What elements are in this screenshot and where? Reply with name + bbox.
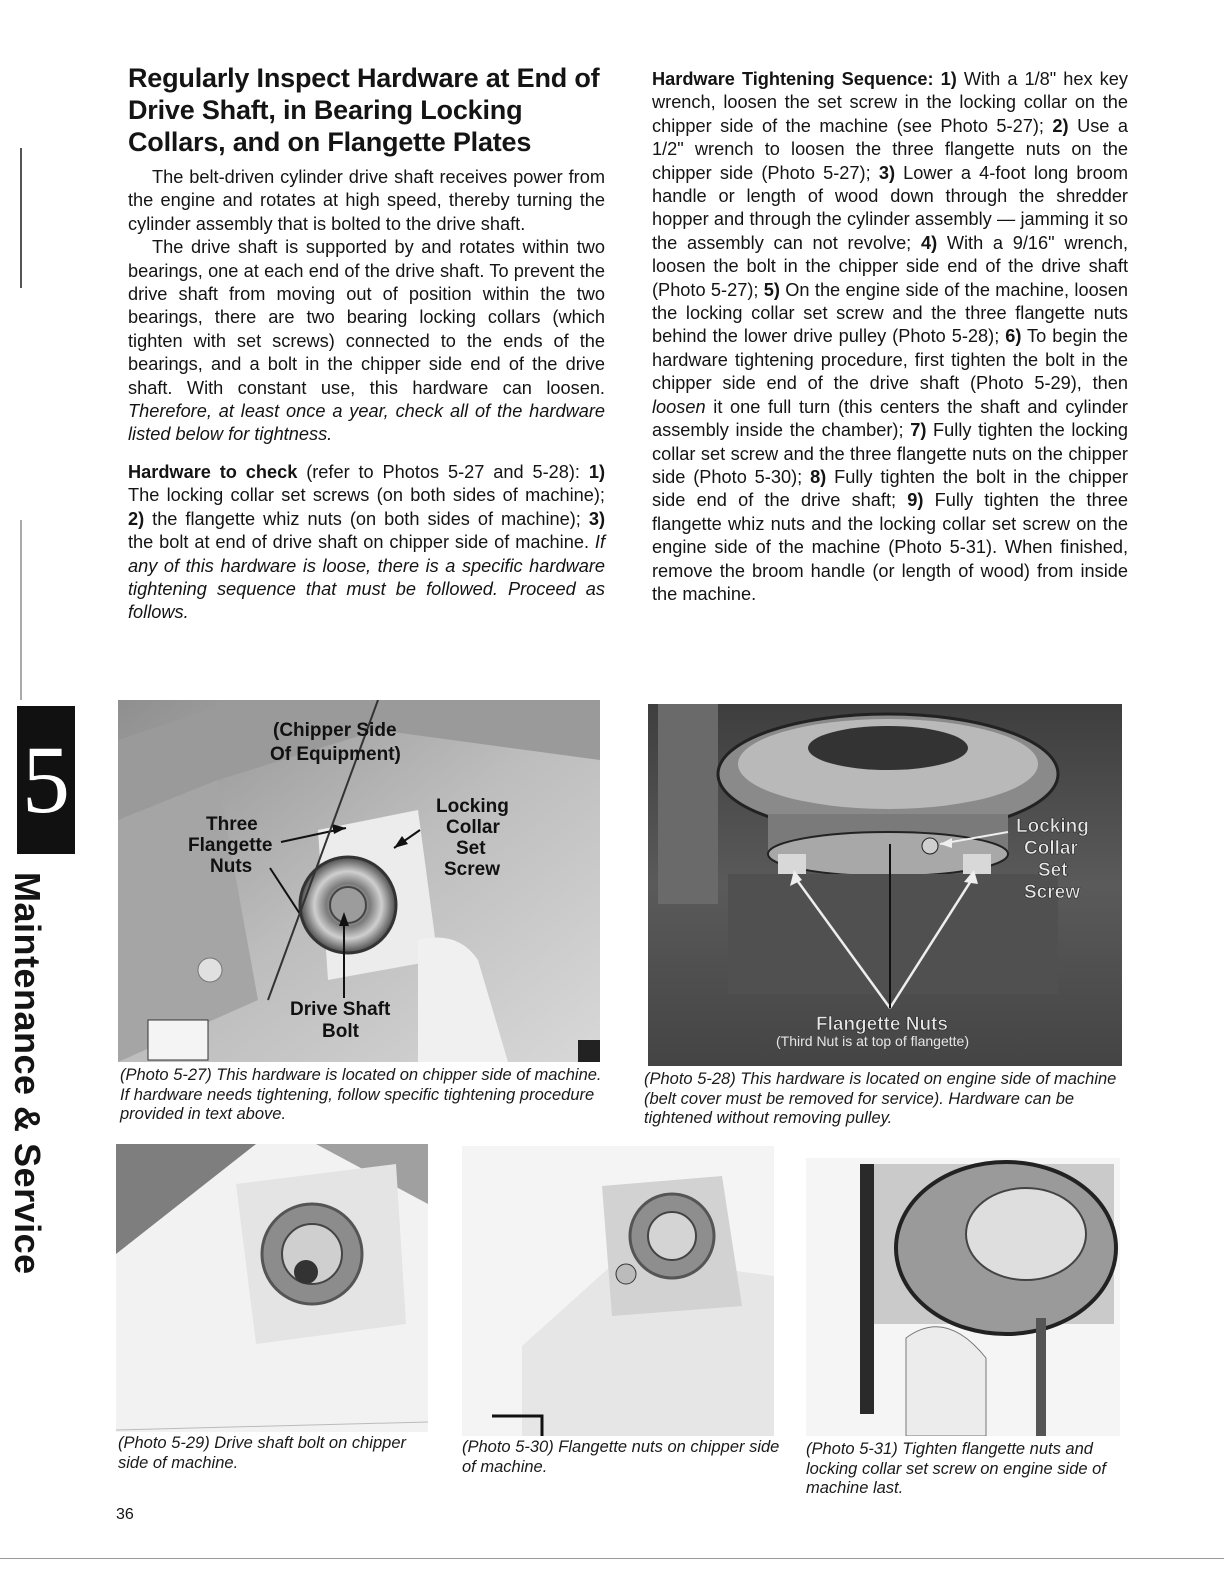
photo-5-29 — [116, 1144, 428, 1432]
step-num: 7) — [910, 420, 927, 441]
check-item-text: The locking collar set screws (on both sides of machine); — [128, 485, 605, 506]
label-screw: Screw — [444, 859, 500, 880]
tightening-sequence-paragraph — [652, 68, 1128, 606]
photo-5-31 — [806, 1158, 1120, 1436]
label-three: Three — [206, 814, 258, 835]
step-text: With a 9/16" wrench, loosen the bolt in the chipper side end of the drive shaft (Photo 5-27); — [652, 232, 1128, 300]
hardware-check-intro: (refer to Photos 5-27 and 5-28): — [297, 461, 589, 482]
label-locking-engine: Locking — [1016, 816, 1089, 837]
heading-line-2: Drive Shaft, in Bearing Locking — [128, 95, 523, 125]
check-item-num: 1) — [588, 461, 606, 482]
step-num: 1) — [940, 69, 957, 89]
hardware-check-paragraph — [128, 461, 605, 625]
step-num: 3) — [878, 162, 895, 183]
step-text: Fully tighten the three flangette whiz nuts and the locking collar set screw on the engine side of the machine (Photo 5-31). When finished, remove the broom handle (or length of wood) from inside the machine. — [652, 490, 1128, 604]
drive-shaft-italic: Therefore, at least once a year, check all of the hardware listed below for tightness. — [128, 401, 605, 445]
step-text: Fully tighten the bolt in the chipper side end of the drive shaft; — [652, 466, 1128, 511]
step-emphasis: loosen — [652, 396, 706, 417]
label-flangette: Flangette — [188, 835, 273, 856]
left-column — [128, 62, 605, 625]
label-set: Set — [456, 838, 486, 859]
section-heading — [128, 62, 605, 158]
bottom-rule — [0, 1558, 1224, 1559]
step-num: 9) — [907, 490, 924, 511]
chapter-title-vertical: Maintenance & Service — [7, 872, 48, 1275]
chapter-number-tab: 5 — [17, 706, 75, 854]
hardware-check-warning: If any of this hardware is loose, there is a specific hardware tightening sequence that must be followed. Proceed as follows. — [128, 532, 605, 623]
step-text: it one full turn (this centers the shaft and cylinder assembly inside the chamber); — [652, 396, 1128, 441]
step-num: 6) — [1005, 326, 1022, 347]
label-screw-engine: Screw — [1024, 882, 1080, 903]
step-text: Lower a 4-foot long broom handle or length of wood down through the shredder hopper and through the cylinder assembly — jamming it so the assembly can not revolve; — [652, 162, 1128, 253]
photo-5-28 — [648, 704, 1122, 1066]
photo-5-31-image — [806, 1158, 1120, 1436]
step-num: 4) — [920, 232, 938, 253]
intro-paragraph: The belt-driven cylinder drive shaft receives power from the engine and rotates at high speed, thereby turning the cylinder assembly that is bolted to the drive shaft. — [128, 167, 605, 234]
check-item-num: 3) — [588, 508, 605, 529]
caption-photo-5-28: (Photo 5-28) This hardware is located on engine side of machine (belt cover must be removed for service). Hardware can be tightened without removing pulley. — [644, 1070, 1117, 1127]
step-text: On the engine side of the machine, loosen the locking collar set screw and the three flangette nuts behind the lower drive pulley (Photo 5-28); — [652, 279, 1129, 347]
heading-line-3: Collars, and on Flangette Plates — [128, 127, 532, 157]
label-locking: Locking — [436, 796, 509, 817]
heading-line-1: Regularly Inspect Hardware at End of — [128, 63, 600, 93]
photo-5-29-image — [116, 1144, 428, 1432]
check-item-text: the flangette whiz nuts (on both sides of machine); — [144, 508, 589, 529]
photo-5-28-image — [648, 704, 1122, 1066]
caption-photo-5-31: (Photo 5-31) Tighten flangette nuts and locking collar set screw on engine side of machine last. — [806, 1440, 1106, 1497]
sequence-heading: Hardware Tightening Sequence: — [652, 69, 934, 89]
drive-shaft-paragraph — [128, 236, 605, 447]
label-flangette-nuts: Flangette Nuts — [816, 1014, 948, 1035]
label-set-engine: Set — [1038, 860, 1068, 881]
step-num: 5) — [763, 279, 780, 300]
page-number: 36 — [116, 1506, 134, 1523]
label-chipper-side: (Chipper Side — [273, 720, 397, 741]
check-item-text: the bolt at end of drive shaft on chipper side of machine. — [128, 532, 595, 553]
label-drive-shaft: Drive Shaft — [290, 999, 391, 1020]
photo-5-30-image — [462, 1146, 774, 1436]
hardware-check-heading: Hardware to check — [128, 461, 298, 482]
label-third-nut: (Third Nut is at top of flangette) — [776, 1033, 969, 1049]
step-num: 8) — [810, 466, 827, 487]
check-item-num: 2) — [128, 508, 145, 529]
photo-5-27 — [118, 700, 600, 1062]
caption-photo-5-27: (Photo 5-27) This hardware is located on chipper side of machine. If hardware needs tightening, follow specific tightening procedure provided in text above. — [120, 1066, 602, 1123]
step-text: Fully tighten the locking collar set screw and the three flangette nuts on the chipper side (Photo 5-30); — [652, 420, 1128, 487]
margin-rule-upper — [20, 148, 22, 288]
right-column — [652, 68, 1128, 606]
label-nuts: Nuts — [210, 856, 253, 877]
drive-shaft-text: The drive shaft is supported by and rotates within two bearings, one at each end of the drive shaft. To prevent the drive shaft from moving out of position within the two bearings, there are two bearing locking collars (which tighten with set screws) connected to the ends of the bearings, and a bolt in the chipper side end of the drive shaft. With constant use, this hardware can loosen. — [128, 237, 605, 398]
step-text: To begin the hardware tightening procedure, first tighten the bolt in the chipper side end of the drive shaft (Photo 5-29), then — [652, 326, 1128, 394]
step-num: 2) — [1052, 115, 1069, 136]
photo-5-27-image — [118, 700, 600, 1062]
step-text: With a 1/8" hex key wrench, loosen the set screw in the locking collar on the chipper side of the machine (see Photo 5-27); — [652, 69, 1128, 136]
label-of-equipment: Of Equipment) — [270, 744, 401, 765]
caption-photo-5-30: (Photo 5-30) Flangette nuts on chipper side of machine. — [462, 1438, 780, 1476]
step-text: Use a 1/2" wrench to loosen the three flangette nuts on the chipper side (Photo 5-27); — [652, 115, 1128, 183]
label-collar: Collar — [446, 817, 500, 838]
margin-rule-lower — [20, 520, 22, 700]
label-bolt: Bolt — [322, 1021, 359, 1042]
caption-photo-5-29: (Photo 5-29) Drive shaft bolt on chipper side of machine. — [118, 1434, 406, 1472]
photo-5-30 — [462, 1146, 774, 1436]
label-collar-engine: Collar — [1024, 838, 1078, 859]
